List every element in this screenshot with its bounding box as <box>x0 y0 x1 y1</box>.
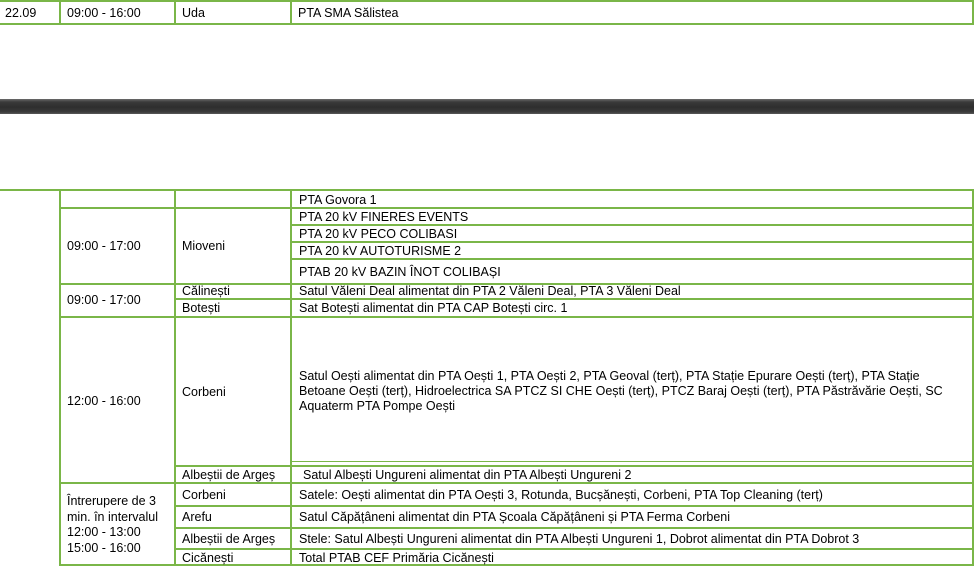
botesti-locality: Botești <box>182 301 221 315</box>
time-cell: 09:00 - 16:00 <box>67 6 141 20</box>
interruption-note <box>67 494 158 556</box>
albesti-locality: Albeștii de Argeș <box>182 468 276 482</box>
corbeni-description: Satul Oești alimentat din PTA Oești 1, PTA Oești 2, PTA Geoval (terț), PTA Stație Epurare Oești (terț), PTA Stație Betoane Oești (terț), Hidroelectrica SA PTCZ SI CHE Oești (terț), PTCZ Baraj Oești (terț), PTA Păstrăvărie Oești, SC Aquaterm PTA Pompe Oești <box>299 369 943 413</box>
albesti2-locality: Albeștii de Argeș <box>182 532 276 546</box>
interruption-line: Întrerupere de 3 <box>67 494 156 508</box>
mioveni-locality: Mioveni <box>182 239 226 253</box>
locality-cell: Uda <box>182 6 205 20</box>
corbeni-time: 12:00 - 16:00 <box>67 394 141 408</box>
mioveni-item: PTAB 20 kV BAZIN ÎNOT COLIBAȘI <box>299 265 501 279</box>
arefu-locality: Arefu <box>182 510 212 524</box>
albesti2-description: Stele: Satul Albești Ungureni alimentat din PTA Albești Ungureni 1, Dobrot alimentat din PTA Dobrot 3 <box>299 532 860 546</box>
govora-item: PTA Govora 1 <box>299 193 377 207</box>
interruption-line: 12:00 - 13:00 <box>67 525 141 539</box>
arefu-description: Satul Căpățâneni alimentat din PTA Școala Căpățâneni și PTA Ferma Corbeni <box>299 510 731 524</box>
cicanesti-locality: Cicănești <box>182 551 234 565</box>
interruption-line: min. în intervalul <box>67 509 159 524</box>
calinesti-locality: Călinești <box>182 284 230 298</box>
date-cell: 22.09 <box>5 6 37 20</box>
page-divider <box>0 99 974 114</box>
corbeni2-description: Satele: Oești alimentat din PTA Oești 3, Rotunda, Bucșănești, Corbeni, PTA Top Cleaning (terț) <box>299 488 823 502</box>
interruption-line: 15:00 - 16:00 <box>67 540 141 555</box>
calinesti-botesti-time: 09:00 - 17:00 <box>67 293 141 307</box>
cicanesti-description: Total PTAB CEF Primăria Cicănești <box>299 551 494 565</box>
location-cell: PTA SMA Sălistea <box>298 6 399 20</box>
mioveni-item: PTA 20 kV AUTOTURISME 2 <box>299 244 462 258</box>
botesti-description: Sat Botești alimentat din PTA CAP Botești circ. 1 <box>299 301 568 315</box>
corbeni-locality: Corbeni <box>182 385 226 399</box>
mioveni-item: PTA 20 kV PECO COLIBASI <box>299 227 458 241</box>
calinesti-description: Satul Văleni Deal alimentat din PTA 2 Văleni Deal, PTA 3 Văleni Deal <box>299 284 681 298</box>
corbeni2-locality: Corbeni <box>182 488 226 502</box>
mioveni-time: 09:00 - 17:00 <box>67 239 141 253</box>
albesti-description: Satul Albești Ungureni alimentat din PTA Albești Ungureni 2 <box>303 468 632 482</box>
mioveni-item: PTA 20 kV FINERES EVENTS <box>299 210 469 224</box>
